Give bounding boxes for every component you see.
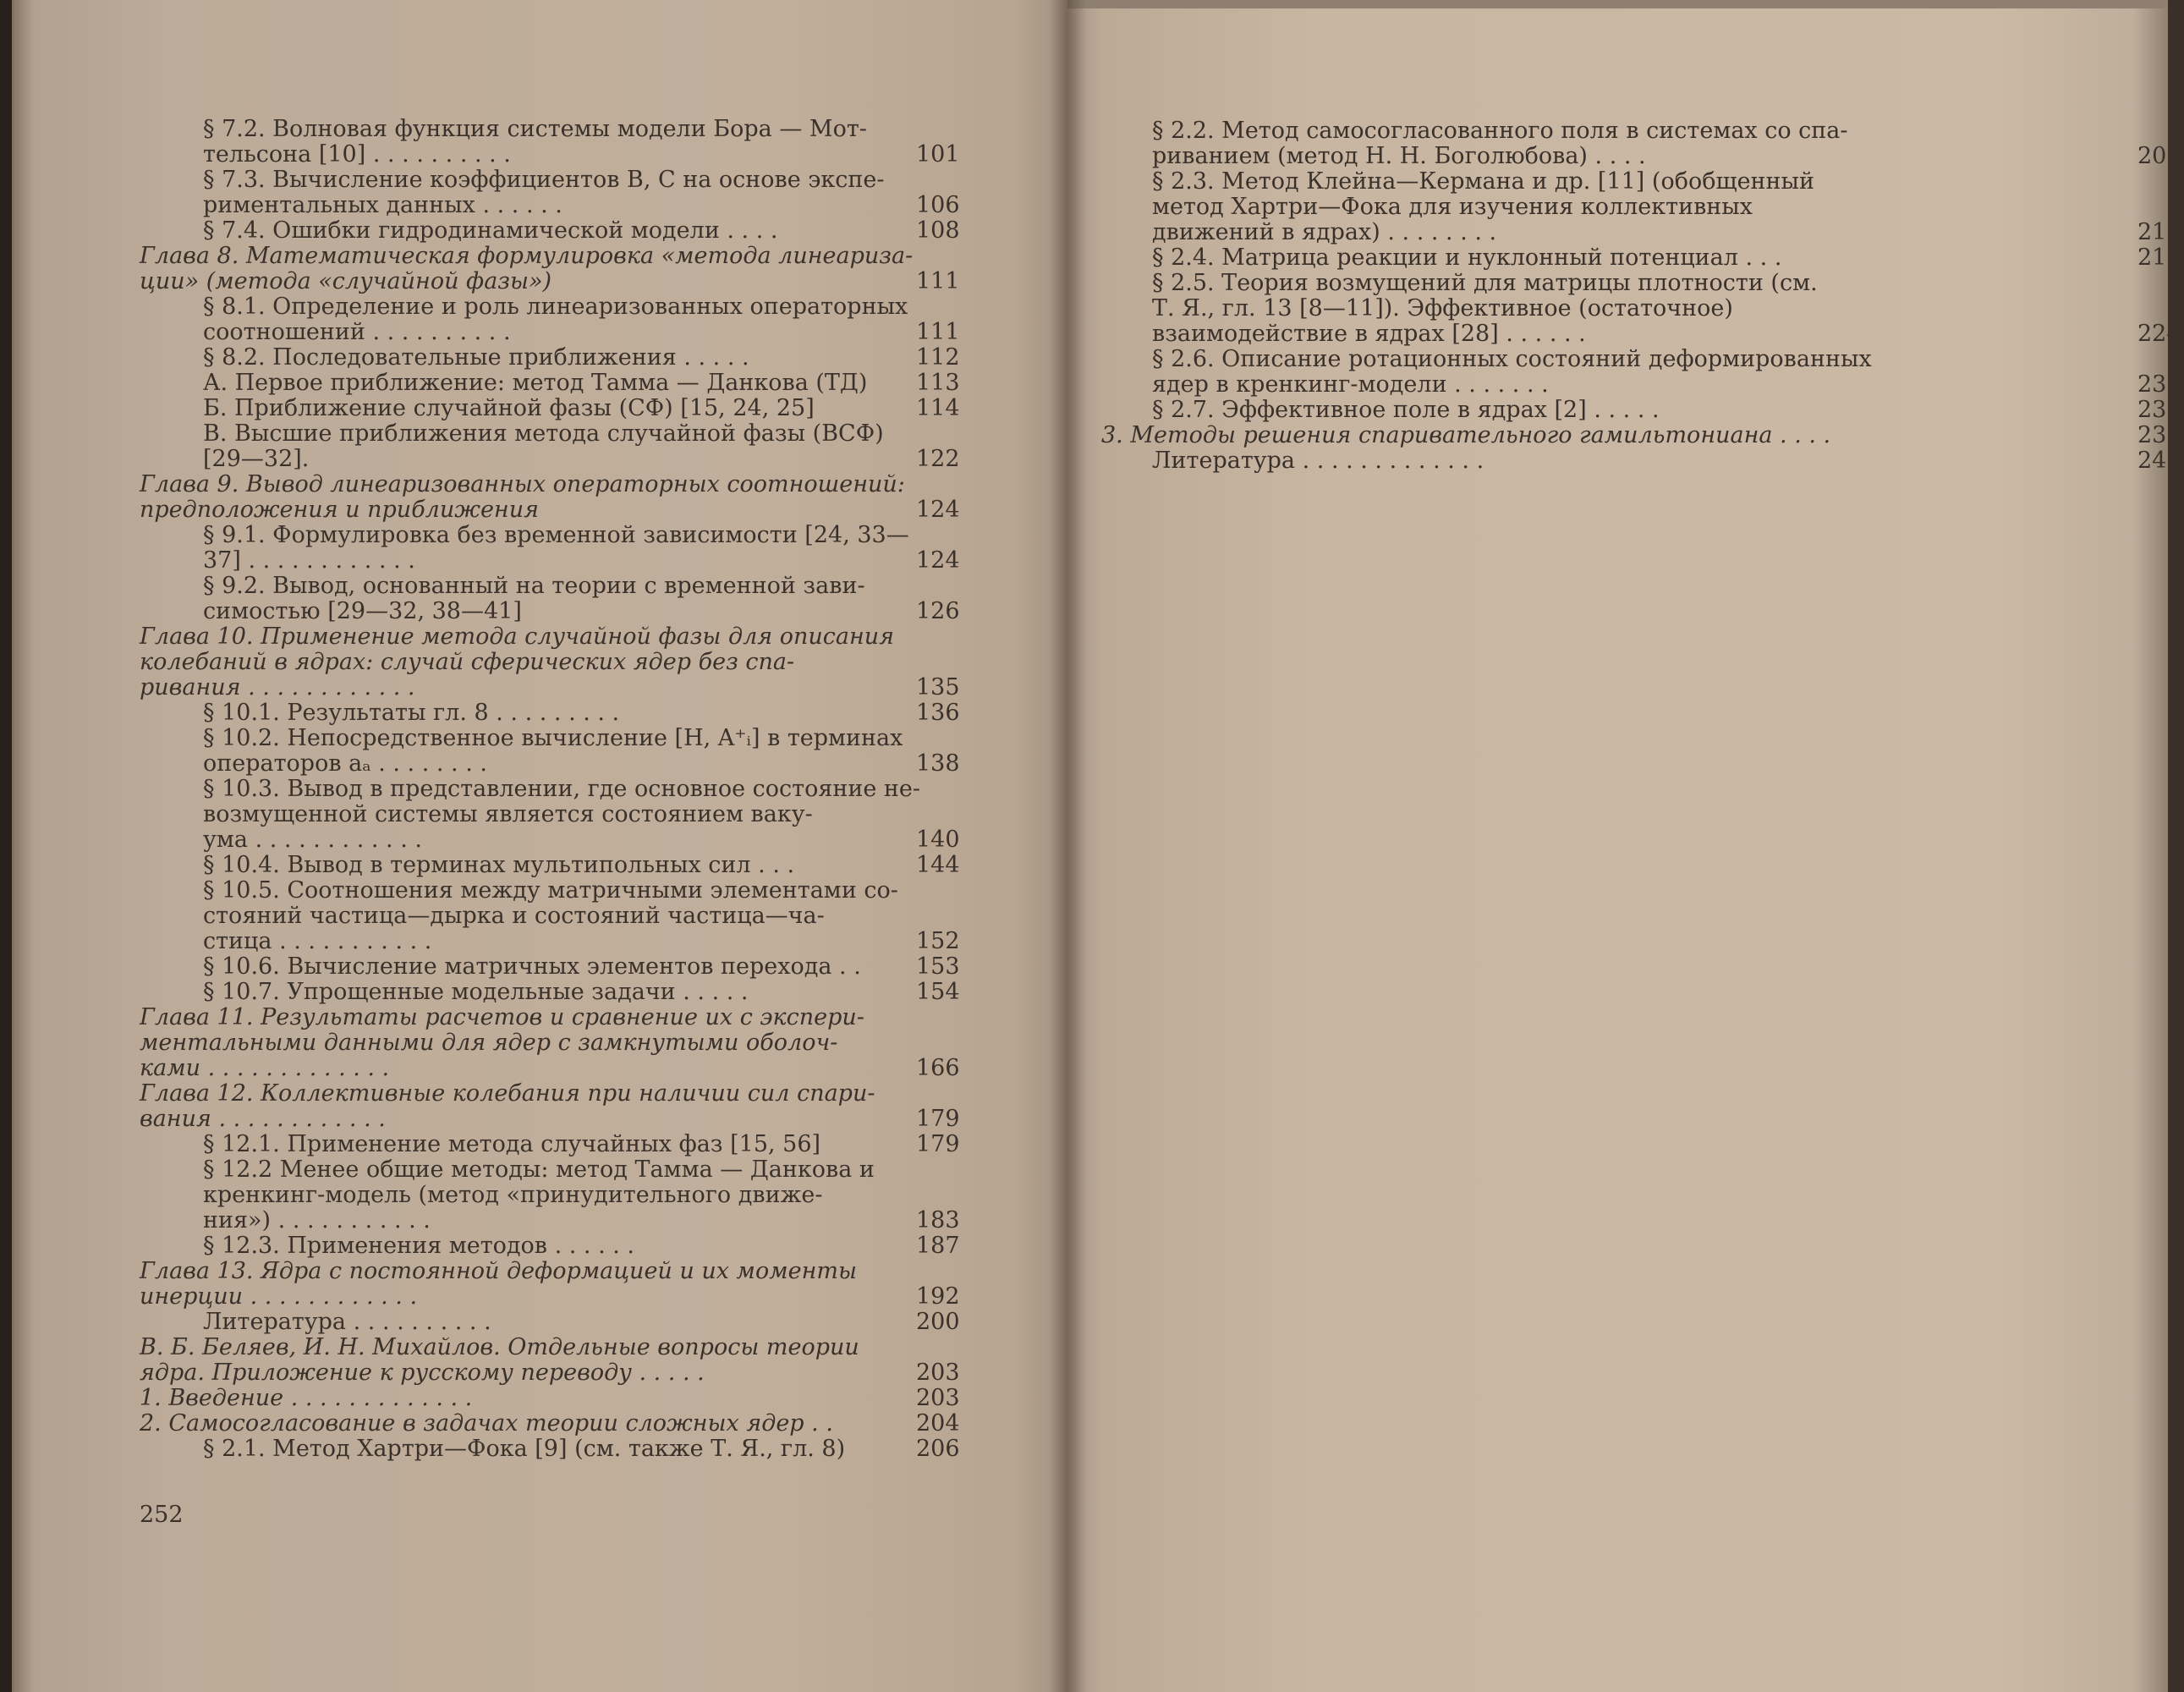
toc-entry [140, 777, 956, 802]
toc-entry-title: инерции . . . . . . . . . . . . [140, 1283, 418, 1310]
toc-entry-title: § 2.6. Описание ротационных состояний деформированных [1152, 346, 1872, 372]
toc-entry-title: § 10.3. Вывод в представлении, где основное состояние не- [203, 776, 921, 802]
toc-entry [140, 1410, 960, 1437]
toc-entry-page: 136 [916, 700, 960, 726]
toc-entry [140, 624, 956, 650]
toc-entry-title: Глава 8. Математическая формулировка «метода линеаризa- [140, 243, 914, 269]
toc-entry-title: метод Хартри—Фока для изучения коллективных [1152, 194, 1753, 220]
toc-entry-page: 187 [916, 1233, 960, 1259]
toc-entry [140, 497, 960, 523]
toc-entry [140, 574, 956, 599]
toc-entry [140, 117, 956, 142]
toc-entry-page: 124 [916, 547, 960, 574]
toc-entry-title: колебаний в ядрах: случай сферических ядер без спа- [140, 649, 795, 675]
toc-entry-title: ции» (метода «случайной фазы») [140, 268, 552, 294]
toc-entry-title: Глава 13. Ядра с постоянной деформацией и их моменты [140, 1258, 857, 1284]
toc-entry-page: 203 [916, 1385, 960, 1411]
toc-entry [140, 674, 960, 700]
toc-entry [140, 1081, 956, 1107]
toc-entry [140, 750, 960, 777]
toc-entry-title: § 7.3. Вычисление коэффициентов B, C на основе экспе- [203, 167, 885, 193]
toc-entry [140, 268, 960, 294]
toc-entry-title: стица . . . . . . . . . . . [203, 928, 432, 954]
toc-entry-title: § 10.7. Упрощенные модельные задачи . . . . . [203, 979, 749, 1005]
toc-entry [140, 700, 960, 726]
toc-entry-title: Литература . . . . . . . . . . [203, 1309, 491, 1335]
toc-entry-title: 1. Введение . . . . . . . . . . . . . [140, 1385, 473, 1411]
toc-entry [1101, 448, 2184, 474]
toc-entry [140, 852, 960, 878]
toc-entry-title: § 8.2. Последовательные приближения . . . . . [203, 344, 749, 371]
toc-entry-page: 203 [916, 1360, 960, 1386]
toc-entry [140, 1106, 960, 1132]
toc-entry [140, 168, 956, 193]
page-number: 252 [140, 1502, 184, 1528]
toc-entry [140, 650, 956, 675]
toc-entry [140, 1131, 960, 1157]
toc-entry [140, 472, 956, 497]
toc-entry-title: § 2.1. Метод Хартри—Фока [9] (см. также Т. Я., гл. 8) [203, 1436, 846, 1462]
toc-entry [140, 141, 960, 168]
toc-entry [1101, 271, 2184, 296]
toc-entry-title: [29—32]. [203, 446, 310, 472]
toc-entry-page: 101 [916, 141, 960, 168]
toc-entry-title: ментальными данными для ядер с замкнутыми оболоч- [140, 1030, 838, 1056]
toc-entry-page: 106 [916, 192, 960, 218]
toc-entry-title: А. Первое приближение: метод Тамма — Данкова (ТД) [203, 370, 868, 396]
toc-entry [1101, 195, 2184, 220]
toc-entry-page: 231 [2137, 371, 2181, 398]
toc-entry-page: 135 [916, 674, 960, 700]
toc-entry-title: Глава 11. Результаты расчетов и сравнение их с экспери- [140, 1004, 864, 1030]
toc-entry-title: § 10.1. Результаты гл. 8 . . . . . . . . . [203, 700, 620, 726]
toc-entry-title: ума . . . . . . . . . . . . [203, 827, 422, 853]
toc-entry [140, 904, 956, 929]
toc-entry-title: § 8.1. Определение и роль линеаризованных операторных [203, 294, 908, 320]
toc-entry-title: В. Б. Беляев, И. Н. Михайлов. Отдельные вопросы теории [140, 1334, 859, 1360]
right-page [1067, 0, 2181, 1692]
toc-entry-page: 112 [916, 344, 960, 371]
toc-entry-title: Б. Приближение случайной фазы (СФ) [15, 24, 25] [203, 395, 815, 421]
toc-entry-page: 206 [916, 1436, 960, 1462]
toc-entry [140, 547, 960, 574]
toc-entry-title: § 10.2. Непосредственное вычисление [H, A⁺ᵢ] в терминах [203, 725, 903, 751]
toc-entry-title: § 12.3. Применения методов . . . . . . [203, 1233, 634, 1259]
toc-entry-page: 152 [916, 928, 960, 954]
toc-entry-page: 153 [916, 953, 960, 980]
toc-entry-title: соотношений . . . . . . . . . . [203, 319, 511, 345]
toc-entry [140, 1259, 956, 1284]
toc-entry [140, 192, 960, 218]
toc-entry [140, 726, 956, 751]
toc-entry-page: 200 [916, 1309, 960, 1335]
toc-entry [140, 446, 960, 472]
toc-entry-page: 166 [916, 1055, 960, 1081]
toc-entry [1101, 169, 2184, 195]
toc-entry-page: 204 [916, 1410, 960, 1437]
left-toc [140, 116, 960, 1462]
toc-entry [140, 421, 956, 447]
toc-entry-title: § 12.1. Применение метода случайных фаз [15, 56] [203, 1131, 821, 1157]
toc-entry-title: вания . . . . . . . . . . . . [140, 1106, 386, 1132]
toc-entry-title: возмущенной системы является состоянием ваку- [203, 801, 813, 827]
toc-entry-page: 126 [916, 598, 960, 624]
toc-entry [140, 370, 960, 396]
toc-entry-title: Литература . . . . . . . . . . . . . [1152, 448, 1484, 474]
toc-entry-page: 108 [916, 217, 960, 244]
toc-entry [140, 395, 960, 421]
toc-entry [140, 1309, 960, 1335]
toc-entry [140, 1283, 960, 1310]
toc-entry [140, 928, 960, 954]
toc-entry [140, 344, 960, 371]
toc-entry [140, 1183, 956, 1208]
toc-entry-title: § 2.7. Эффективное поле в ядрах [2] . . . . . [1152, 397, 1660, 423]
toc-entry-title: взаимодействие в ядрах [28] . . . . . . [1152, 321, 1586, 347]
toc-entry [140, 979, 960, 1005]
toc-entry [140, 1335, 956, 1360]
toc-entry [140, 294, 956, 320]
toc-entry-page: 154 [916, 979, 960, 1005]
toc-entry [140, 1233, 960, 1259]
toc-entry-page: 111 [916, 319, 960, 345]
toc-entry [140, 878, 956, 904]
toc-entry-title: § 2.5. Теория возмущений для матрицы плотности (см. [1152, 270, 1818, 296]
toc-entry-title: движений в ядрах) . . . . . . . . [1152, 219, 1497, 245]
toc-entry-title: Т. Я., гл. 13 [8—11]). Эффективное (остаточное) [1152, 295, 1733, 321]
toc-entry [1101, 423, 2184, 448]
toc-entry-title: 2. Самосогласование в задачах теории сложных ядер . . [140, 1410, 833, 1437]
toc-entry [140, 244, 956, 269]
toc-entry-page: 248 [2137, 448, 2181, 474]
toc-entry-title: ривания . . . . . . . . . . . . [140, 674, 415, 700]
toc-entry-title: 3. Методы решения спаривательного гамильтониана . . . . [1101, 422, 1831, 448]
toc-entry-title: симостью [29—32, 38—41] [203, 598, 522, 624]
toc-entry-page: 224 [2137, 321, 2181, 347]
toc-entry [140, 827, 960, 853]
toc-entry [140, 319, 960, 345]
toc-entry-page: 114 [916, 395, 960, 421]
toc-entry-title: § 2.4. Матрица реакции и нуклонный потенциал . . . [1152, 244, 1782, 271]
toc-entry-page: 219 [2137, 244, 2181, 271]
toc-entry-title: § 9.2. Вывод, основанный на теории с временной зави- [203, 573, 865, 599]
toc-entry-title: 37] . . . . . . . . . . . . [203, 547, 415, 574]
toc-entry-page: 122 [916, 446, 960, 472]
toc-entry-title: Глава 10. Применение метода случайной фазы для описания [140, 624, 895, 650]
toc-entry [140, 217, 960, 244]
toc-entry [140, 953, 960, 980]
toc-entry-page: 138 [916, 750, 960, 777]
toc-entry [140, 598, 960, 624]
toc-entry-title: § 10.5. Соотношения между матричными элементами со- [203, 877, 898, 904]
toc-entry-title: § 12.2 Менее общие методы: метод Тамма — Данкова и [203, 1156, 875, 1183]
book-binding [0, 0, 12, 1692]
toc-entry-page: 179 [916, 1106, 960, 1132]
toc-entry-page: 208 [2137, 143, 2181, 169]
toc-entry-title: кренкинг-модель (метод «принудительного движе- [203, 1182, 823, 1208]
toc-entry [140, 1030, 956, 1056]
toc-entry-page: 179 [916, 1131, 960, 1157]
toc-entry [140, 1005, 956, 1030]
right-toc [1101, 118, 2184, 474]
toc-entry-title: предположения и приближения [140, 497, 539, 523]
left-page [0, 0, 1067, 1692]
toc-entry [140, 1360, 960, 1386]
toc-entry [140, 1055, 960, 1081]
toc-entry-title: ками . . . . . . . . . . . . . [140, 1055, 390, 1081]
toc-entry-title: § 2.3. Метод Клейна—Кермана и др. [11] (обобщенный [1152, 168, 1815, 195]
toc-entry-page: 144 [916, 852, 960, 878]
toc-entry-title: § 9.1. Формулировка без временной зависимости [24, 33— [203, 522, 909, 548]
toc-entry-page: 183 [916, 1207, 960, 1233]
toc-entry-page: 113 [916, 370, 960, 396]
toc-entry [140, 1436, 960, 1462]
toc-entry [1101, 372, 2184, 398]
toc-entry-page: 235 [2137, 397, 2181, 423]
toc-entry [1101, 144, 2184, 169]
toc-entry-title: тельсона [10] . . . . . . . . . . [203, 141, 511, 168]
toc-entry-page: 210 [2137, 219, 2181, 245]
toc-entry-title: § 7.4. Ошибки гидродинамической модели . . . . [203, 217, 778, 244]
toc-entry [1101, 398, 2184, 423]
toc-entry-page: 111 [916, 268, 960, 294]
toc-entry-page: 124 [916, 497, 960, 523]
toc-entry [1101, 321, 2184, 347]
toc-entry [140, 1207, 960, 1233]
toc-entry-title: риментальных данных . . . . . . [203, 192, 562, 218]
toc-entry-title: § 10.4. Вывод в терминах мультипольных сил . . . [203, 852, 795, 878]
toc-entry-title: Глава 9. Вывод линеаризованных операторных соотношений: [140, 471, 905, 497]
toc-entry-title: Глава 12. Коллективные колебания при наличии сил спари- [140, 1080, 875, 1107]
toc-entry-title: ния») . . . . . . . . . . . [203, 1207, 431, 1233]
toc-entry [1101, 296, 2184, 321]
book-gutter [1049, 0, 1086, 1692]
toc-entry-title: § 2.2. Метод самосогласованного поля в системах со спа- [1152, 118, 1848, 144]
toc-entry-title: риванием (метод Н. Н. Боголюбова) . . . . [1152, 143, 1646, 169]
toc-entry [1101, 118, 2184, 144]
toc-entry-title: ядер в кренкинг-модели . . . . . . . [1152, 371, 1549, 398]
toc-entry-title: стояний частица—дырка и состояний частица—ча- [203, 903, 825, 929]
toc-entry-page: 237 [2137, 422, 2181, 448]
toc-entry [140, 523, 956, 548]
page-edge [1067, 0, 2168, 8]
toc-entry-title: ядра. Приложение к русскому переводу . . . . . [140, 1360, 705, 1386]
toc-entry [1101, 245, 2184, 271]
toc-entry-page: 140 [916, 827, 960, 853]
toc-entry [1101, 347, 2184, 372]
toc-entry-title: В. Высшие приближения метода случайной фазы (ВСФ) [203, 420, 884, 447]
toc-entry-title: операторов aₐ . . . . . . . . [203, 750, 487, 777]
toc-entry [140, 1157, 956, 1183]
toc-entry-title: § 10.6. Вычисление матричных элементов перехода . . [203, 953, 861, 980]
toc-entry-page: 192 [916, 1283, 960, 1310]
toc-entry [1101, 220, 2184, 245]
toc-entry [140, 1385, 960, 1411]
toc-entry-title: § 7.2. Волновая функция системы модели Бора — Мот- [203, 116, 867, 142]
toc-entry [140, 802, 956, 827]
